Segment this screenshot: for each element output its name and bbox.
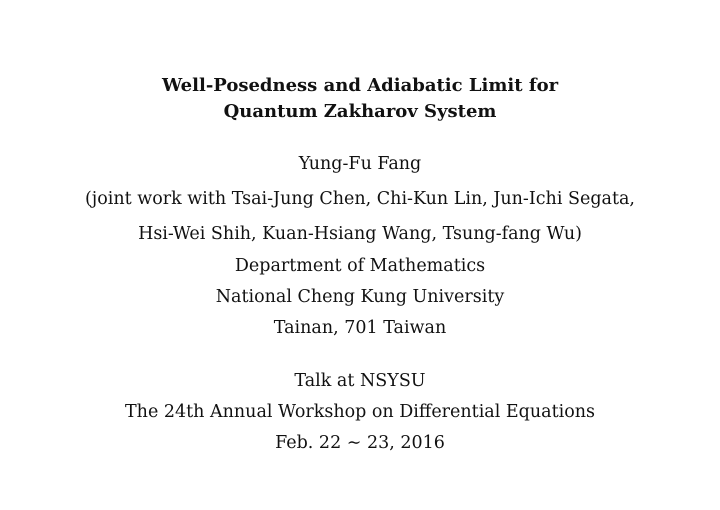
talk-venue: Talk at NSYSU bbox=[294, 371, 426, 391]
university: National Cheng Kung University bbox=[215, 287, 505, 307]
workshop-name: The 24th Annual Workshop on Differential Equations bbox=[125, 402, 595, 422]
department: Department of Mathematics bbox=[234, 256, 486, 276]
title-line-2: Quantum Zakharov System bbox=[223, 101, 497, 122]
author-name: Yung-Fu Fang bbox=[298, 154, 422, 174]
coauthors-line-1: (joint work with Tsai-Jung Chen, Chi-Kun Lin, Jun-Ichi Segata, bbox=[84, 189, 635, 209]
title-line-1: Well-Posedness and Adiabatic Limit for bbox=[161, 75, 559, 96]
event-date: Feb. 22 ∼ 23, 2016 bbox=[275, 433, 445, 453]
coauthors-line-2: Hsi-Wei Shih, Kuan-Hsiang Wang, Tsung-fang Wu) bbox=[138, 224, 582, 244]
presentation-title bbox=[0, 73, 720, 125]
location: Tainan, 701 Taiwan bbox=[273, 318, 447, 338]
